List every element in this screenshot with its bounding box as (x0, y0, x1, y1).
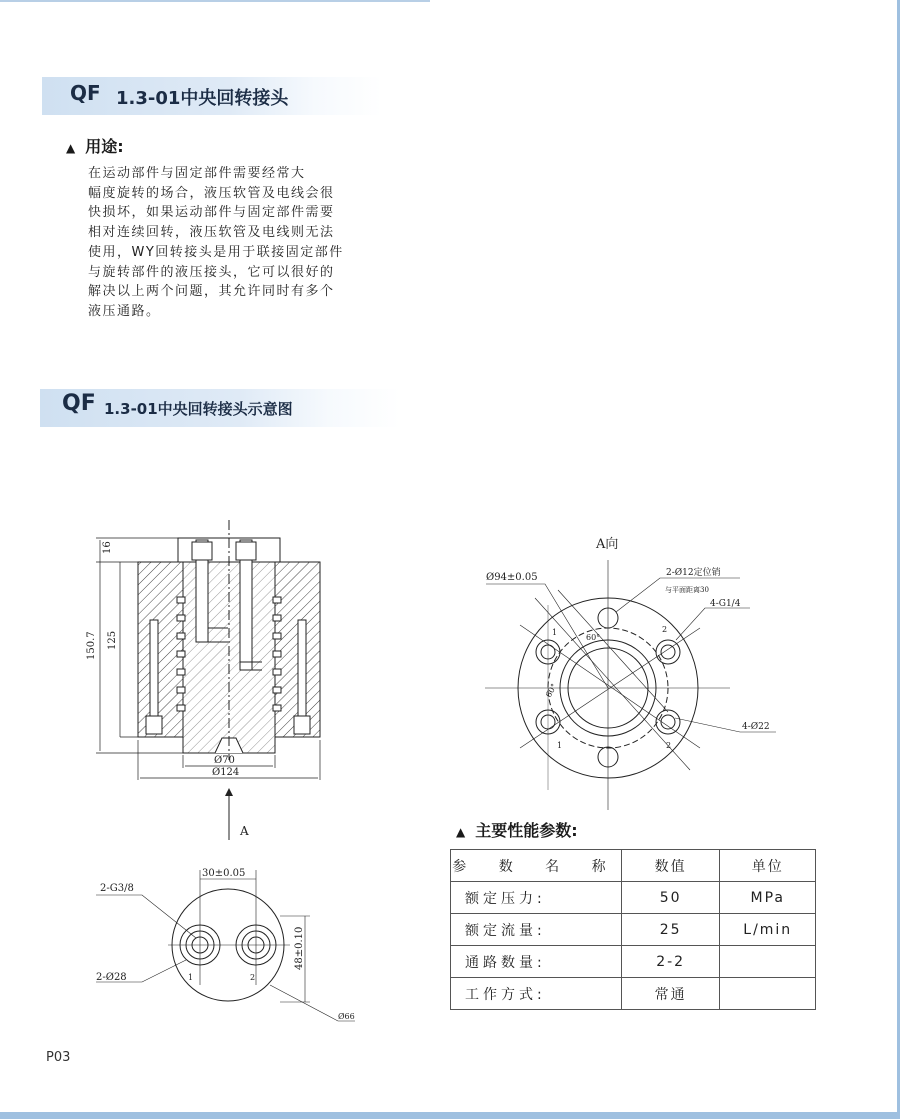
pin-label: 2-Ø12定位销 (666, 568, 721, 578)
param-unit (720, 978, 816, 1010)
port-label: 1 (188, 973, 194, 982)
dim-094: Ø94±0.05 (486, 572, 538, 583)
port-label: 2 (250, 973, 256, 982)
g38-label: 2-G3/8 (100, 883, 134, 894)
section-view (96, 520, 320, 840)
table-header-row (451, 850, 816, 882)
pin-note: 与平面距离30 (665, 586, 709, 594)
qf-logo-text: QF (70, 81, 101, 105)
param-name: 额定压力: (451, 882, 622, 914)
dim-30: 30±0.05 (202, 868, 246, 879)
table-row (451, 946, 816, 978)
param-name: 工作方式: (451, 978, 622, 1010)
column-header: 数值 (621, 850, 720, 882)
param-unit: L/min (720, 914, 816, 946)
d28-label: 2-Ø28 (96, 972, 127, 983)
port-label: 1 (557, 741, 563, 750)
housing-left-hatch (138, 562, 183, 737)
column-header: 参 数 名 称 (451, 850, 622, 882)
view-a-label: A向 (596, 537, 619, 552)
params-heading-label: 主要性能参数: (475, 821, 578, 840)
param-unit: MPa (720, 882, 816, 914)
dim-150-7: 150.7 (86, 631, 97, 660)
dim-0124: Ø124 (212, 767, 240, 778)
dim-070: Ø70 (214, 755, 235, 766)
param-value: 常通 (621, 978, 720, 1010)
dim-066: Ø66 (338, 1012, 355, 1021)
bottom-view (96, 870, 355, 1021)
param-value: 25 (621, 914, 720, 946)
usage-text: 在运动部件与固定部件需要经常大 幅度旋转的场合，液压软管及电线会很 快损坏，如果运动部件与固定部件需要 相对连续回转，液压软管及电线则无法 使用，WY回转接头是用于联接固定部件 与旋转部件的液压接头，它可以很好的 解决以上两个问题，其允许同时有多个 液压通路。 (88, 166, 344, 319)
param-value: 2-2 (621, 946, 720, 978)
param-name: 额定流量: (451, 914, 622, 946)
port-label: 1 (552, 628, 558, 637)
dim-16: 16 (102, 541, 113, 554)
port-label: 2 (662, 625, 668, 634)
dim-125: 125 (107, 630, 118, 650)
param-unit (720, 946, 816, 978)
params-table (450, 849, 816, 1010)
angle-60-left: 60° (543, 682, 559, 699)
table-row (451, 978, 816, 1010)
a-view (485, 560, 776, 810)
diagram-title: 1.3-01中央回转接头示意图 (104, 400, 293, 418)
dim-48: 48±0.10 (294, 926, 305, 970)
arrow-a-label: A (240, 824, 249, 838)
table-row (451, 914, 816, 946)
usage-heading-label: 用途: (85, 137, 124, 156)
qf-logo-text: QF (62, 391, 96, 416)
table-row (451, 882, 816, 914)
page-number: P03 (46, 1050, 71, 1065)
column-header: 单位 (720, 850, 816, 882)
port-label: 2 (666, 741, 672, 750)
triangle-icon: ▲ (456, 825, 466, 839)
g14-label: 4-G1/4 (710, 599, 741, 609)
holes-22-label: 4-Ø22 (742, 722, 770, 732)
angle-60-top: 60° (586, 633, 601, 642)
params-heading (456, 818, 578, 841)
param-value: 50 (621, 882, 720, 914)
param-name: 通路数量: (451, 946, 622, 978)
page-title: 1.3-01中央回转接头 (116, 88, 289, 109)
triangle-icon: ▲ (66, 141, 76, 155)
